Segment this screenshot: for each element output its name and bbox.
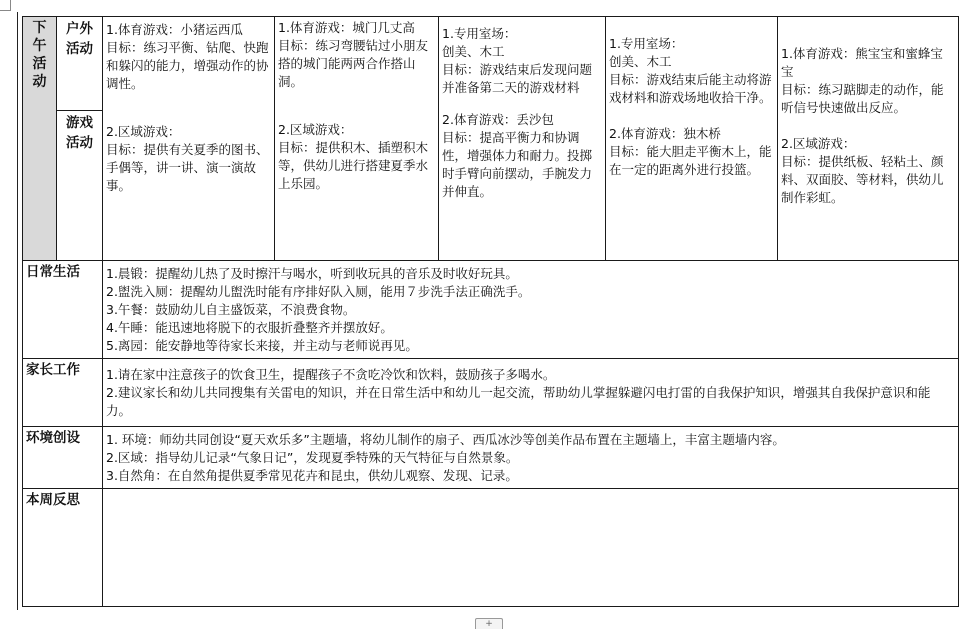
daily-life-item: 1.晨锻：提醒幼儿热了及时擦汗与喝水，听到收玩具的音乐及时收好玩具。 (106, 265, 518, 281)
daily-life-item: 4.午睡：能迅速地将脱下的衣服折叠整齐并摆放好。 (106, 319, 393, 335)
environment-item: 3.自然角：在自然角提供夏季常见花卉和昆虫，供幼儿观察、发现、记录。 (106, 467, 518, 483)
environment-item: 2.区域：指导幼儿记录“气象日记”，发现夏季特殊的天气特征与自然景象。 (106, 449, 519, 465)
day-4-outdoor-text: 1.专用室场： 创美、木工 目标：游戏结束后能主动将游戏材料和游戏场地收拾干净。 (609, 36, 772, 105)
day-1-outdoor-text: 1.体育游戏：小猪运西瓜 目标：练习平衡、钻爬、快跑和躲闪的能力，增强动作的协调性。 (106, 22, 269, 91)
day-3-game-text: 2.体育游戏：丢沙包 目标：提高平衡力和协调性，增强体力和耐力。投掷时手臂向前摆动，手腕发力并伸直。 (442, 112, 593, 199)
parent-work-row (23, 359, 959, 427)
daily-life-content (103, 261, 959, 359)
environment-row (23, 427, 959, 489)
environment-item: 1. 环境：师幼共同创设“夏天欢乐多”主题墙，将幼儿制作的扇子、西瓜冰沙等创美作品布置在主题墙上，丰富主题墙内容。 (106, 431, 785, 447)
daily-life-item: 3.午餐：鼓励幼儿自主盛饭菜，不浪费食物。 (106, 301, 356, 317)
weekly-plan-table (22, 16, 959, 607)
afternoon-activities-label: 下 午 活 动 (23, 17, 57, 261)
day-cell-1 (103, 17, 275, 261)
day-2-game-text: 2.区域游戏： 目标：提供积木、插塑积木等，供幼儿进行搭建夏季水上乐园。 (278, 122, 429, 191)
daily-life-label: 日常生活 (23, 261, 103, 359)
day-5-outdoor-text: 1.体育游戏：熊宝宝和蜜蜂宝宝 目标：练习踮脚走的动作，能听信号快速做出反应。 (781, 46, 944, 115)
afternoon-outdoor-row (23, 17, 959, 111)
day-5-game-text: 2.区域游戏： 目标：提供纸板、轻粘土、颜料、双面胶、等材料，供幼儿制作彩虹。 (781, 136, 944, 205)
page-corner-mark (0, 0, 11, 11)
day-1-game-text: 2.区域游戏： 目标：提供有关夏季的图书、手偶等，讲一讲、演一演故事。 (106, 124, 269, 193)
environment-label: 环境创设 (23, 427, 103, 489)
daily-life-item: 2.盥洗入厕：提醒幼儿盥洗时能有序排好队入厕，能用７步洗手法正确洗手。 (106, 283, 531, 299)
day-cell-4 (606, 17, 778, 261)
day-cell-2 (275, 17, 439, 261)
day-3-outdoor-text: 1.专用室场： 创美、木工 目标：游戏结束后发现问题并准备第二天的游戏材料 (442, 26, 593, 95)
reflection-row (23, 489, 959, 607)
environment-content (103, 427, 959, 489)
table-resize-handle[interactable]: + (475, 618, 503, 629)
parent-work-label: 家长工作 (23, 359, 103, 427)
parent-work-item: 2.建议家长和幼儿共同搜集有关雷电的知识，并在日常生活中和幼儿一起交流，帮助幼儿掌握躲避闪电打雷的自我保护知识，增强其自我保护意识和能力。 (106, 384, 931, 418)
parent-work-item: 1.请在家中注意孩子的饮食卫生，提醒孩子不贪吃冷饮和饮料，鼓励孩子多喝水。 (106, 366, 556, 382)
day-2-outdoor-text: 1.体育游戏：城门几丈高 目标：练习弯腰钻过小朋友搭的城门能两两合作搭山洞。 (278, 20, 429, 89)
day-4-game-text: 2.体育游戏：独木桥 目标：能大胆走平衡木上，能在一定的距离外进行投篮。 (609, 126, 772, 177)
day-cell-3 (439, 17, 606, 261)
document-page (17, 12, 960, 610)
daily-life-item: 5.离园：能安静地等待家长来接，并主动与老师说再见。 (106, 337, 418, 353)
daily-life-row (23, 261, 959, 359)
reflection-label: 本周反思 (23, 489, 103, 607)
outdoor-activity-label: 户外 活动 (57, 17, 103, 111)
day-cell-5 (778, 17, 959, 261)
parent-work-content (103, 359, 959, 427)
game-activity-label: 游戏 活动 (57, 111, 103, 261)
reflection-content[interactable] (103, 489, 959, 607)
